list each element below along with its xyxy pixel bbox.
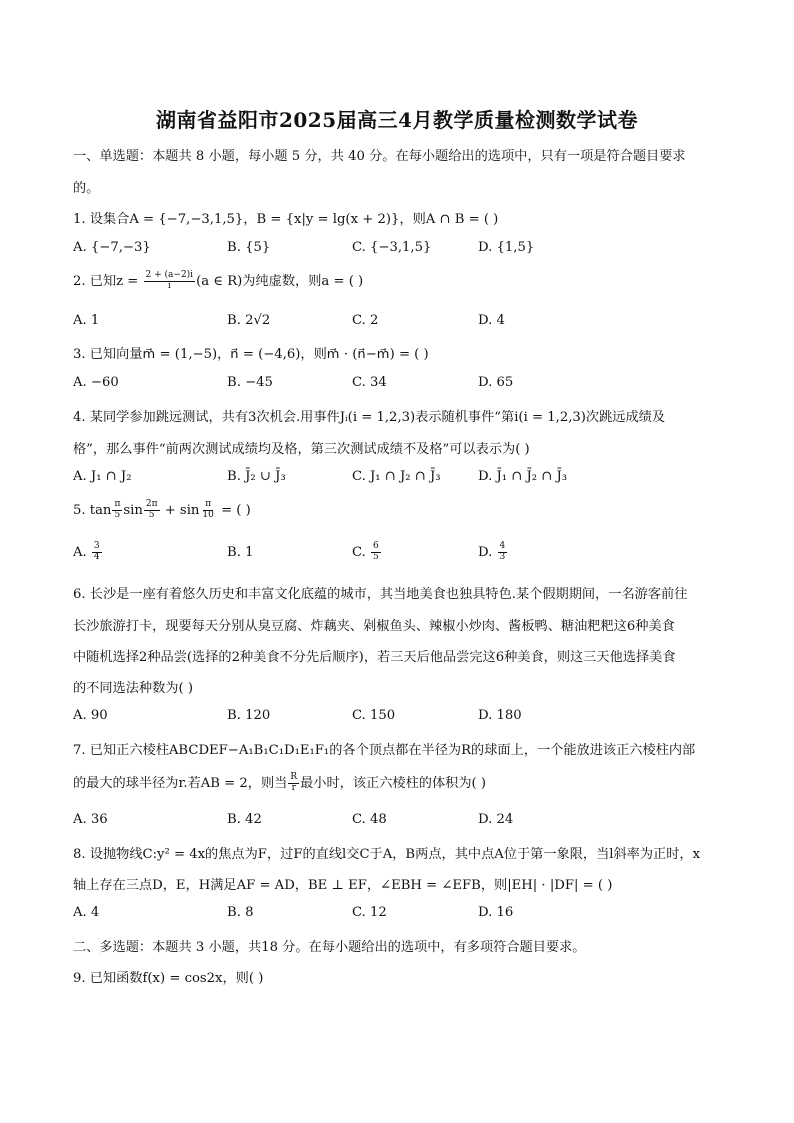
q5-option-d-num: 4 [499,541,506,551]
section2-instructions: 二、多选题：本题共 3 小题，共18 分。在每小题给出的选项中，有多项符合题目要求。 [73,940,586,955]
question-6-line1: 6. 长沙是一座有着悠久历史和丰富文化底蕴的城市，其当地美食也独具特色.某个假期期间，一名游客前往 [73,587,688,602]
q7-line2-start: 的最大的球半径为r.若AB = 2，则当 [73,776,288,791]
q6-option-b: B. 120 [227,708,271,723]
q5-equals: = ( ) [216,502,251,518]
q5-tan: 5. tan [73,502,112,518]
q6-option-d: D. 180 [478,708,522,723]
q5-option-a-den: 4 [93,551,100,562]
q2-option-b: B. 2√2 [227,313,271,328]
q2-stem-suffix: (a ∈ R)为纯虚数，则a = ( ) [196,274,364,289]
q3-option-c: C. 34 [352,375,387,390]
question-7-line2 [73,772,486,794]
q1-option-c: C. {−3,1,5} [352,240,432,255]
q5-option-c-num: 6 [373,541,379,551]
question-6-line2: 长沙旅游打卡，现要每天分别从臭豆腐、炸藕夹、剁椒鱼头、辣椒小炒肉、酱板鸭、糖油粑粑这6种美食 [73,619,675,634]
q2-stem-prefix: 2. 已知z = [73,274,143,289]
q5-option-d-frac [498,542,508,563]
q5-frac-1-num: π [114,499,121,509]
q5-option-a-frac [92,542,102,563]
question-6-line4: 的不同选法种数为( ) [73,681,193,696]
question-9-stem: 9. 已知函数f(x) = cos2x，则( ) [73,971,264,986]
q4-option-c: C. J₁ ∩ J₂ ∩ J̄₃ [352,469,441,484]
question-1-stem: 1. 设集合A = {−7,−3,1,5}，B = {x|y = lg(x + 2)}，则A ∩ B = ( ) [73,212,499,227]
q1-option-a: A. {−7,−3} [73,240,151,255]
q5-option-a [73,542,103,563]
q6-option-c: C. 150 [352,708,396,723]
exam-title: 湖南省益阳市2025届高三4月教学质量检测数学试卷 [155,108,639,132]
q5-option-c-den: 5 [373,551,379,562]
q5-frac-2-den: 5 [148,509,155,520]
q5-option-d-den: 3 [499,551,506,562]
q2-frac-numerator: 2 + (a−2)i [145,270,194,281]
question-3-stem: 3. 已知向量m⃗ = (1,−5)，n⃗ = (−4,6)，则m⃗ · (n⃗−m⃗) = ( ) [73,347,429,362]
q4-option-a: A. J₁ ∩ J₂ [73,469,132,484]
q5-frac-1-den: 5 [114,509,121,520]
question-4-stem-line1: 4. 某同学参加跳远测试，共有3次机会.用事件Jᵢ(i = 1,2,3)表示随机事件“第i(i = 1,2,3)次跳远成绩及 [73,410,666,425]
q5-frac-3-den: 10 [202,509,214,520]
q5-option-a-num: 3 [93,541,100,551]
q7-frac [288,773,299,794]
q2-frac-denominator: i [167,281,171,291]
q8-option-d: D. 16 [478,905,514,920]
q5-frac-3 [200,500,215,521]
q7-line2-end: 最小时，该正六棱柱的体积为( ) [300,776,487,791]
q1-option-d: D. {1,5} [478,240,535,255]
q2-option-a: A. 1 [73,313,100,328]
q7-option-b: B. 42 [227,812,262,827]
q8-option-b: B. 8 [227,905,254,920]
q7-frac-den: r [291,783,296,793]
q4-option-b: B. J̄₂ ∪ J̄₃ [227,469,286,484]
question-2-stem [73,270,363,292]
q3-option-b: B. −45 [227,375,273,390]
q5-option-b: B. 1 [227,545,254,560]
q5-option-c [352,542,382,563]
q7-option-c: C. 48 [352,812,387,827]
q4-option-d: D. J̄₁ ∩ J̄₂ ∩ J̄₃ [478,469,568,484]
q5-frac-3-num: π [205,499,212,509]
q2-fraction [144,271,196,292]
q1-option-b: B. {5} [227,240,271,255]
q6-option-a: A. 90 [73,708,108,723]
q5-frac-2-num: 2π [145,499,158,509]
q5-option-d [478,542,508,563]
q5-option-d-label: D. [478,544,497,560]
q5-frac-2 [144,500,160,521]
question-4-stem-line2: 格”，那么事件“前两次测试成绩均及格，第三次测试成绩不及格”可以表示为( ) [73,442,530,457]
q5-sin: sin [123,502,143,518]
q5-option-c-label: C. [352,544,371,560]
section1-instructions-cont: 的。 [73,181,100,196]
q3-option-d: D. 65 [478,375,514,390]
question-8-line1: 8. 设抛物线C:y² = 4x的焦点为F，过F的直线l交C于A，B两点，其中点A位于第一象限，当l斜率为正时，x [73,847,701,862]
q7-frac-num: R [290,772,298,783]
q8-option-a: A. 4 [73,905,100,920]
q8-option-c: C. 12 [352,905,387,920]
q7-option-d: D. 24 [478,812,514,827]
question-8-line2: 轴上存在三点D，E，H满足AF = AD，BE ⊥ EF，∠EBH = ∠EFB，则|EH| · |DF| = ( ) [73,878,613,893]
q5-frac-1 [112,500,122,521]
q5-plus-sin: + sin [160,502,200,518]
question-5-stem [73,500,251,521]
q5-option-a-label: A. [73,544,91,560]
section1-instructions: 一、单选题：本题共 8 小题，每小题 5 分，共 40 分。在每小题给出的选项中，只有一项是符合题目要求 [73,149,686,164]
q3-option-a: A. −60 [73,375,119,390]
q7-option-a: A. 36 [73,812,108,827]
q2-option-c: C. 2 [352,313,379,328]
question-7-line1: 7. 已知正六棱柱ABCDEF−A₁B₁C₁D₁E₁F₁的各个顶点都在半径为R的球面上，一个能放进该正六棱柱内部 [73,743,696,758]
q2-option-d: D. 4 [478,313,505,328]
question-6-line3: 中随机选择2种品尝(选择的2种美食不分先后顺序)，若三天后他品尝完这6种美食，则这三天他选择美食 [73,650,676,665]
q5-option-c-frac [371,542,381,563]
